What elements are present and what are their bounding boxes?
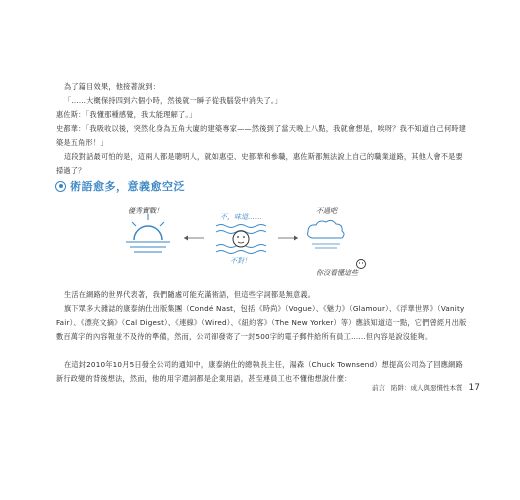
fig-caption-center-bottom: 不對！ — [230, 257, 251, 265]
paragraph-6: 生活在網路的世界代表著，我們隨處可能充滿術語，但這些字詞都是無意義。 — [64, 290, 316, 299]
footer-chapter: 陷阱：成人與惡慣性本質 — [391, 384, 463, 392]
paragraph-8: 在這封2010年10月5日發全公司的通知中，康泰納仕的總執長主任，湯森（Chuck Townsend）想提高公司為了回應網路新行政變的背後想法，然而，他的用字還詞都是企業用語，甚至連員工也不懂他想說什麼： — [56, 360, 463, 383]
fig-caption-right-bottom: 你沒看懂這些 — [316, 269, 358, 277]
cloud-icon — [308, 220, 345, 248]
paragraph-7: 旗下眾多大雜誌的康泰納仕出版集團（Condé Nast，包括《時尚》（Vogue）、《魅力》（Glamour）、《浮華世界》（Vanity Fair）、《漂亮文摘》（Cal Digest）、《連線》（Wired）、《紐約客》（The New Yorker）等）應該知道這一點，它們曾經月出版數百萬字的內容報並不及待的準備，然而，公司卻發寄了一封500字的電子郵件給所有員工……但內容是說沒能夠。 — [56, 304, 467, 341]
arrow-left-icon — [184, 236, 204, 241]
fig-caption-center-top: 不，味道…… — [220, 213, 262, 221]
paragraph-3: 惠佐斯：「我懂那種感覺，我太能理解了。」 — [56, 110, 197, 119]
illustration — [120, 204, 410, 284]
face-icon — [233, 231, 249, 247]
fig-caption-right-top: 不過吧 — [316, 207, 337, 215]
paragraph-4: 史都華：「我吸收以後，突然化身為五角大廈的建築專家——然後到了當天晚上八點，我就會想是，唉呀？我不知道自己何時建築是五角形！」 — [56, 124, 467, 147]
illustration-drawing — [120, 204, 410, 284]
arrow-right-icon — [278, 236, 298, 241]
paragraph-2: 「……大概保持四到六個小時，然後就一瞬子從我腦袋中消失了。」 — [64, 96, 283, 105]
section-bullet-icon — [55, 181, 66, 192]
page-number: 17 — [468, 383, 480, 393]
section-heading: 術語愈多，意義愈空泛 — [55, 178, 185, 194]
paragraph-1: 為了篇目效果，他接著說到： — [64, 82, 161, 91]
fig-caption-left: 優秀實戰！ — [128, 207, 163, 215]
page-footer — [330, 383, 480, 393]
sun-icon — [126, 214, 170, 252]
footer-label: 前言 — [372, 384, 386, 392]
paragraph-5: 這段對話最可怕的是，這兩人都是聰明人，就如惠亞、史都華和參職，惠佐斯都無法說上自己的職業道路，其他人會不是要掃過了？ — [56, 152, 463, 175]
